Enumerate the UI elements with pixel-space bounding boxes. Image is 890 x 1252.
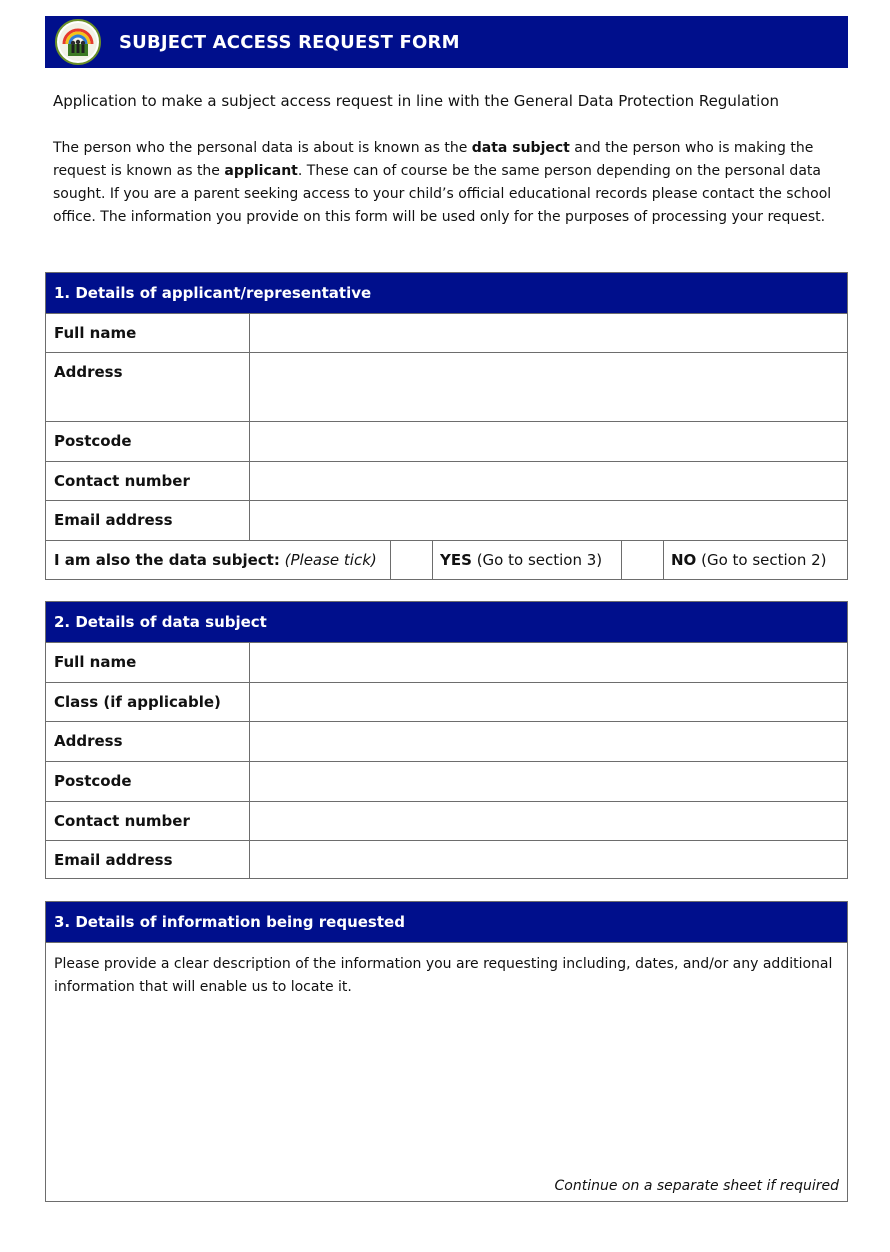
field-label: Address: [46, 722, 250, 761]
tick-hint: (Please tick): [284, 551, 377, 569]
form-header: [45, 16, 848, 68]
row-full-name: [46, 313, 847, 352]
tick-label: I am also the data subject:: [54, 551, 280, 569]
field-label: Postcode: [46, 762, 250, 801]
section-heading: 3. Details of information being requested: [46, 902, 847, 942]
row-postcode: [46, 421, 847, 461]
row-contact: [46, 801, 847, 840]
section-heading: 2. Details of data subject: [46, 602, 847, 642]
request-description-text: Please provide a clear description of the information you are requesting including, dates, and/or any additional information that will enable us to locate it.: [54, 956, 833, 995]
field-label: Full name: [46, 643, 250, 682]
row-contact: [46, 461, 847, 500]
field-label: Contact number: [46, 802, 250, 840]
applicant-postcode-field[interactable]: [250, 422, 847, 461]
para-text-1: The person who the personal data is about is known as the: [53, 140, 472, 156]
field-label: Class (if applicable): [46, 683, 250, 721]
row-email: [46, 500, 847, 540]
para-term-data-subject: data subject: [471, 140, 570, 156]
row-email: [46, 840, 847, 878]
section-heading: 1. Details of applicant/representative: [46, 273, 847, 313]
yes-note: (Go to section 3): [476, 551, 603, 569]
data-subject-tick-row: [46, 540, 847, 579]
subject-postcode-field[interactable]: [250, 762, 847, 801]
continue-note: Continue on a separate sheet if required: [554, 1178, 839, 1194]
section-data-subject: [45, 601, 848, 879]
field-label: Full name: [46, 314, 250, 352]
tick-question: [46, 541, 391, 579]
field-label: Email address: [46, 501, 250, 540]
row-class: [46, 682, 847, 721]
field-label: Address: [46, 353, 250, 421]
intro-text: Application to make a subject access request in line with the General Data Protection Regulation: [53, 92, 780, 110]
section-applicant: [45, 272, 848, 580]
no-note: (Go to section 2): [701, 551, 827, 569]
section-information-requested: [45, 901, 848, 1202]
row-address: [46, 721, 847, 761]
subject-address-field[interactable]: [250, 722, 847, 761]
applicant-full-name-field[interactable]: [250, 314, 847, 352]
subject-email-field[interactable]: [250, 841, 847, 878]
subject-contact-field[interactable]: [250, 802, 847, 840]
yes-option: [433, 541, 622, 579]
yes-checkbox[interactable]: [391, 541, 433, 579]
no-checkbox[interactable]: [622, 541, 664, 579]
applicant-address-field[interactable]: [250, 353, 847, 421]
applicant-email-field[interactable]: [250, 501, 847, 540]
para-text-3: . These can of course be the same person depending on the personal data sought. If you are a parent seeking access to your child’s official educational records please contact the school office. The information you provide on this form will be used only for the purposes of processing your request.: [53, 163, 832, 225]
para-text-2: and the person who is making the request is known as the: [53, 140, 814, 179]
request-description-field[interactable]: [46, 942, 847, 1202]
field-label: Contact number: [46, 462, 250, 500]
field-label: Email address: [46, 841, 250, 878]
no-label: NO: [671, 551, 697, 569]
para-term-applicant: applicant: [224, 163, 298, 179]
no-option: [664, 541, 847, 579]
school-crest-icon: [55, 19, 101, 65]
explanation-paragraph: [53, 137, 843, 229]
form-title: SUBJECT ACCESS REQUEST FORM: [119, 31, 460, 53]
subject-class-field[interactable]: [250, 683, 847, 721]
yes-label: YES: [440, 551, 472, 569]
applicant-contact-field[interactable]: [250, 462, 847, 500]
row-postcode: [46, 761, 847, 801]
row-full-name: [46, 642, 847, 682]
row-address: [46, 352, 847, 421]
field-label: Postcode: [46, 422, 250, 461]
subject-full-name-field[interactable]: [250, 643, 847, 682]
